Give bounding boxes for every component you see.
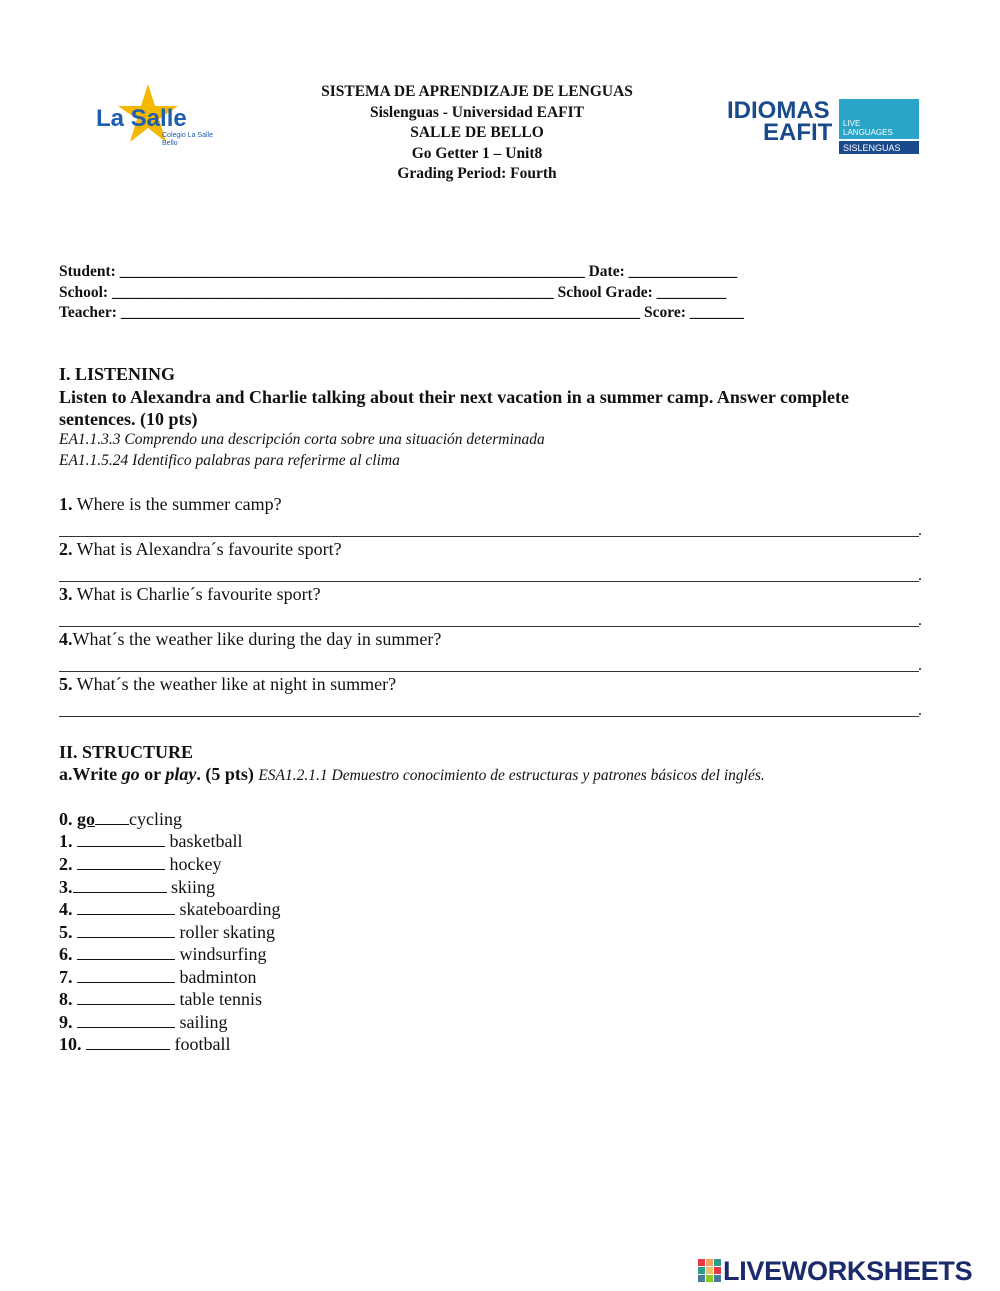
school-field[interactable]: School: _________________________________________________________ School Grade: _________ [59,284,727,301]
answer-line[interactable] [59,581,919,582]
liveworksheets-icon [697,1258,723,1284]
exercise-item[interactable]: 6. windsurfing [59,944,267,964]
student-field[interactable]: Student: ____________________________________________________________ Date: ______________ [59,263,738,280]
question-1: 1. Where is the summer camp? [59,494,282,514]
svg-text:IDIOMAS: IDIOMAS [727,97,830,124]
structure-title: II. STRUCTURE [59,742,194,762]
svg-text:Bello: Bello [162,140,178,147]
exercise-item[interactable]: 4. skateboarding [59,899,281,919]
svg-text:SISLENGUAS: SISLENGUAS [843,143,901,153]
exercise-item[interactable]: 7. badminton [59,967,257,987]
exercise-item[interactable]: 1. basketball [59,831,243,851]
lasalle-logo [92,82,232,152]
header-line: SISTEMA DE APRENDIZAJE DE LENGUAS [321,83,633,100]
exercise-item[interactable]: 9. sailing [59,1012,228,1032]
exercise-item[interactable]: 5. roller skating [59,922,275,942]
svg-text:Colegio La Salle: Colegio La Salle [162,132,213,139]
standard-code: EA1.1.5.24 Identifico palabras para referirme al clima [59,452,400,469]
standard-code: EA1.1.3.3 Comprendo una descripción corta sobre una situación determinada [59,431,545,448]
answer-line[interactable] [59,716,919,717]
exercise-item[interactable]: 3. skiing [59,877,216,897]
question-5: 5. What´s the weather like at night in summer? [59,674,397,694]
footer-brand: LIVEWORKSHEETS [723,1255,973,1286]
lasalle-la: La Salle [96,105,187,132]
eafit-logo [725,96,921,158]
svg-text:LANGUAGES: LANGUAGES [843,128,893,137]
answer-line[interactable] [59,671,919,672]
teacher-field[interactable]: Teacher: ___________________________________________________________________ Score: _______ [59,304,744,321]
answer-line[interactable] [59,536,919,537]
svg-text:LIVE: LIVE [843,119,861,128]
listening-instruction: Listen to Alexandra and Charlie talking about their next vacation in a summer camp. Answer complete sentences. (10 pts) [59,387,850,429]
exercise-item[interactable]: 2. hockey [59,854,222,874]
structure-instruction: a.Write go or play. (5 pts) ESA1.2.1.1 Demuestro conocimiento de estructuras y patrones básicos del inglés. [59,764,765,784]
listening-title: I. LISTENING [59,364,176,384]
header-line: Go Getter 1 – Unit8 [411,144,543,162]
document-header [230,82,724,185]
exercise-item[interactable]: 8. table tennis [59,989,262,1009]
header-line: Grading Period: Fourth [397,165,557,182]
liveworksheets-logo [697,1256,972,1286]
question-4: 4.What´s the weather like during the day in summer? [59,629,442,649]
question-2: 2. What is Alexandra´s favourite sport? [59,539,342,559]
header-line: Sislenguas - Universidad EAFIT [369,103,585,121]
answer-line[interactable] [59,626,919,627]
exercise-item[interactable]: 10. football [59,1034,231,1054]
question-3: 3. What is Charlie´s favourite sport? [59,584,321,604]
header-line: SALLE DE BELLO [410,124,544,141]
example-item: 0. go cycling [59,809,182,829]
svg-text:EAFIT: EAFIT [763,119,833,146]
